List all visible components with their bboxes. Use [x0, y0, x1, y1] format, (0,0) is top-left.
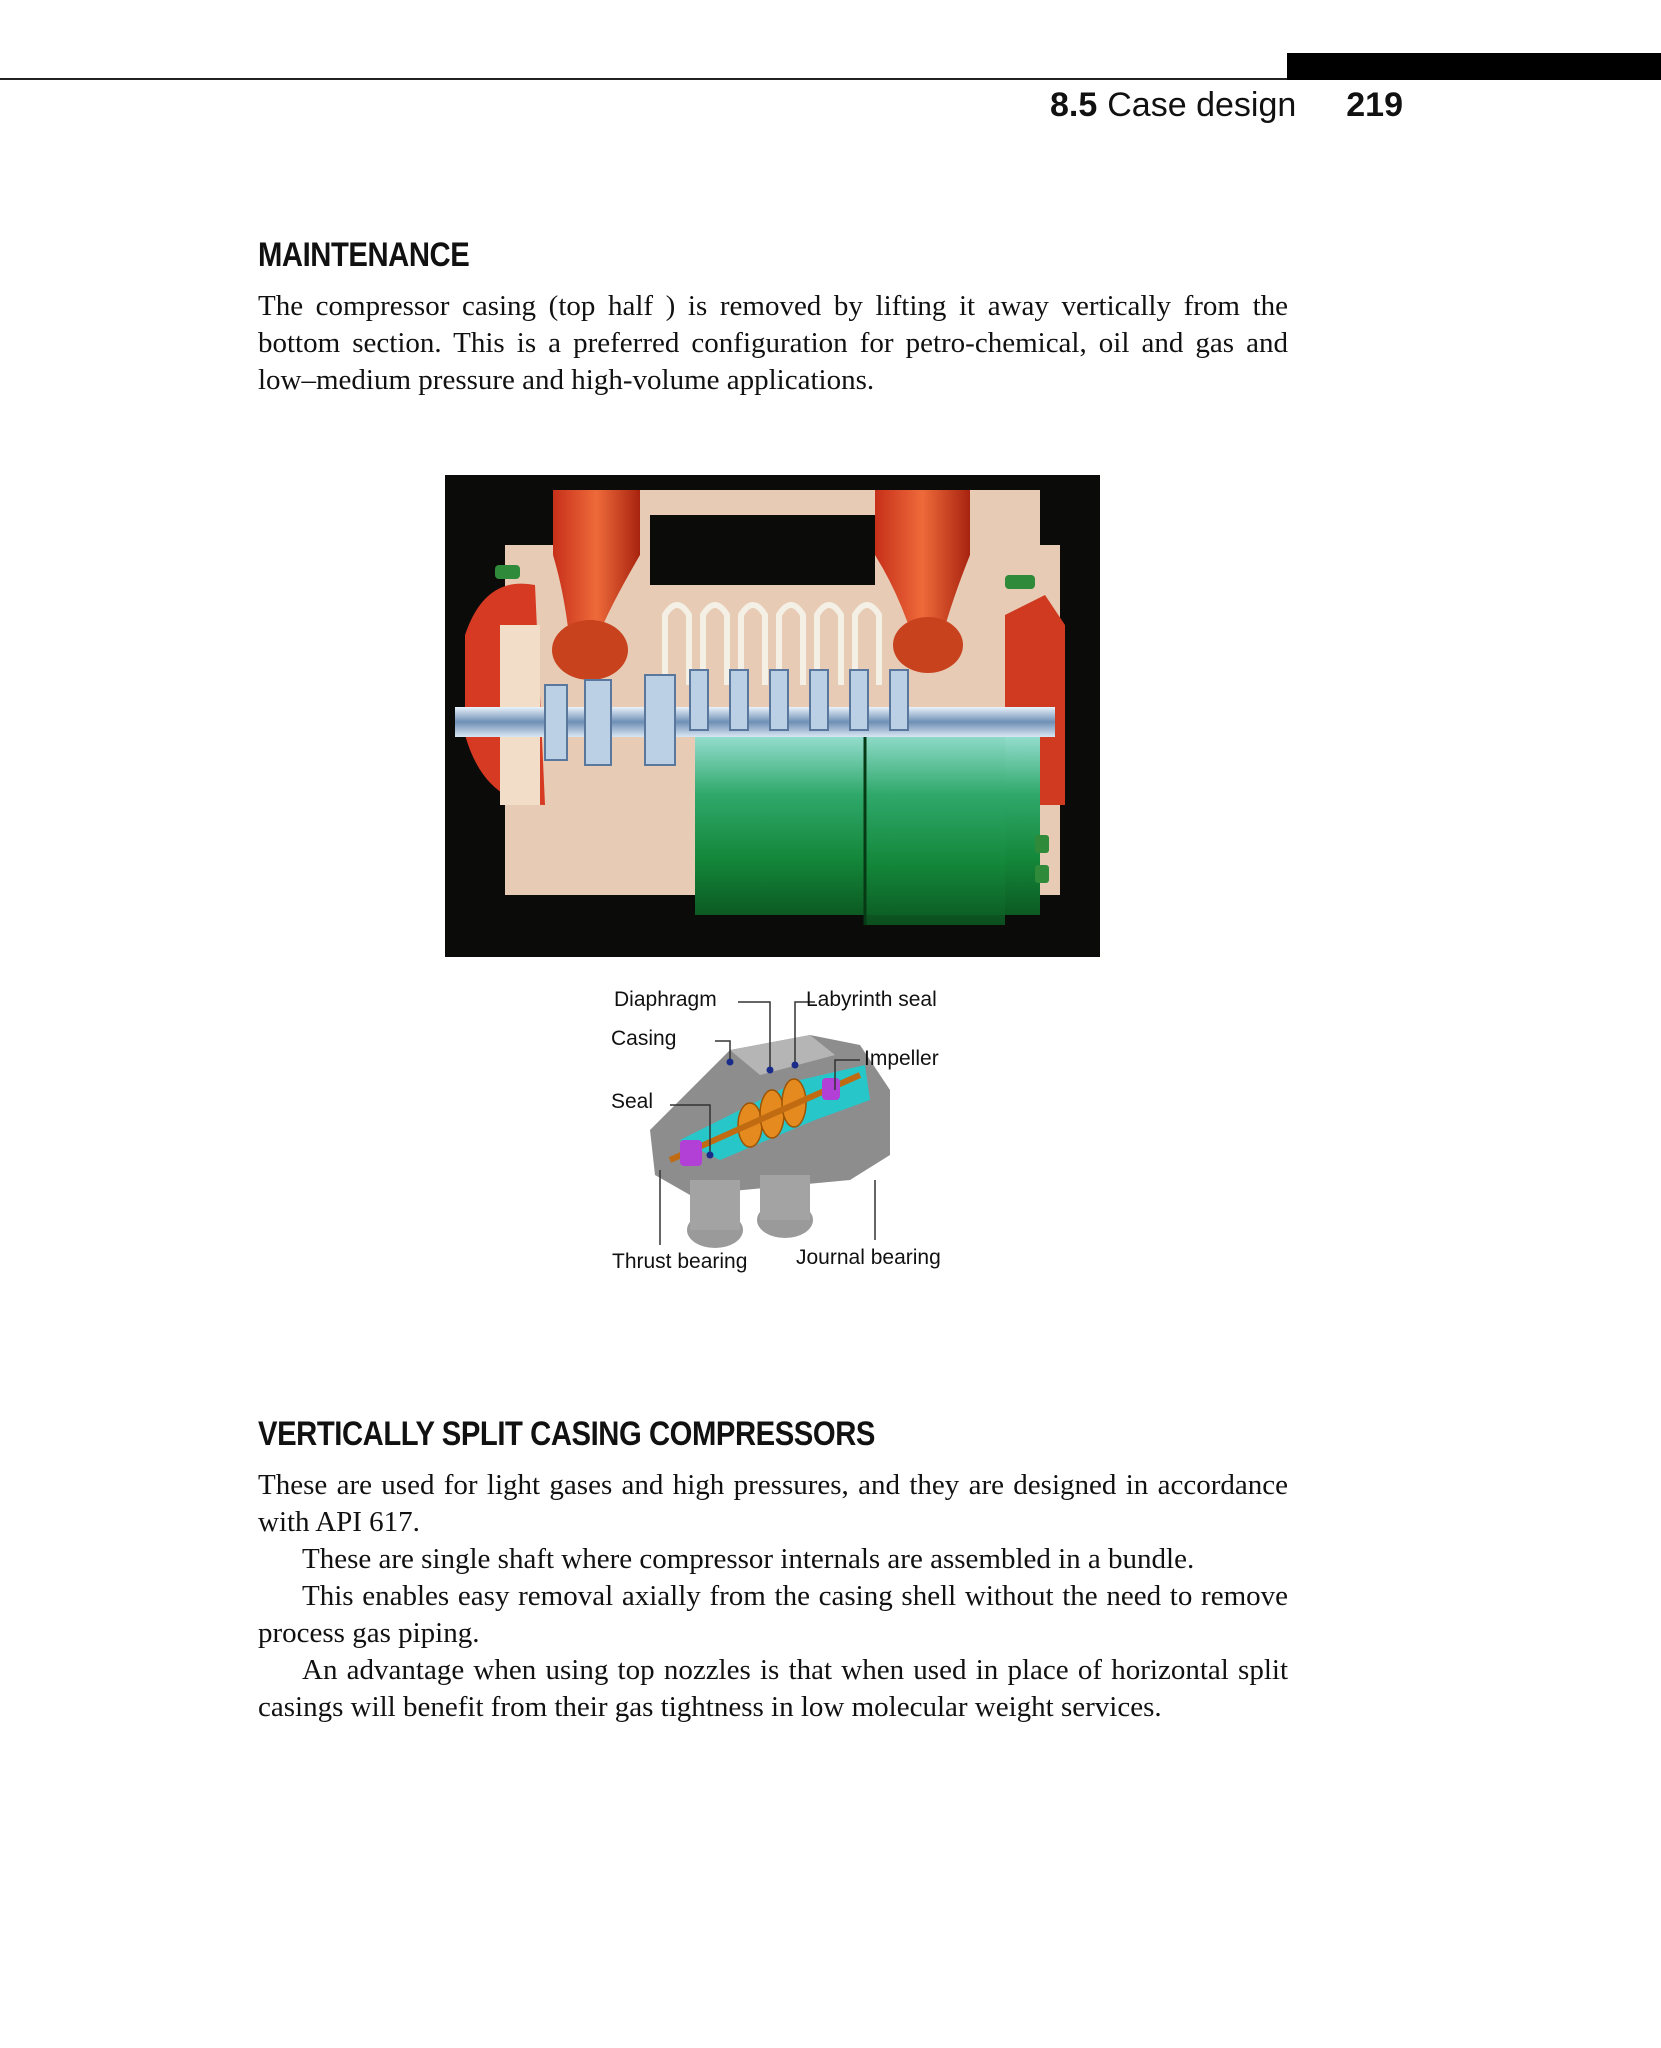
running-head — [1050, 86, 1403, 125]
page-number: 219 — [1346, 86, 1403, 124]
callout-journal-bearing: Journal bearing — [796, 1246, 941, 1269]
callout-diaphragm: Diaphragm — [614, 988, 717, 1011]
callout-casing: Casing — [611, 1027, 677, 1050]
maintenance-heading: MAINTENANCE — [258, 236, 470, 274]
vertical-paragraph-4: An advantage when using top nozzles is that when used in place of horizontal split casings will benefit from their gas tightness in low molecular weight services. — [258, 1654, 1288, 1723]
maintenance-paragraph: The compressor casing (top half ) is removed by lifting it away vertically from the bottom section. This is a preferred configuration for petro-chemical, oil and gas and low–medium pressure and high-volume applications. — [258, 290, 1288, 396]
cutaway-illustration — [600, 980, 960, 1280]
callout-seal: Seal — [611, 1090, 654, 1113]
section-title: Case design — [1107, 86, 1297, 124]
compressor-photo — [445, 475, 1100, 957]
vertical-paragraph-2: These are single shaft where compressor internals are assembled in a bundle. — [302, 1543, 1195, 1575]
callout-thrust-bearing: Thrust bearing — [612, 1250, 748, 1273]
section-number: 8.5 — [1049, 86, 1098, 124]
vertical-paragraph-1: These are used for light gases and high pressures, and they are designed in accordance with API 617. — [258, 1469, 1288, 1538]
callout-impeller: Impeller — [864, 1047, 939, 1070]
vertical-paragraph-3: This enables easy removal axially from the casing shell without the need to remove process gas piping. — [258, 1580, 1288, 1649]
callout-labyrinth-seal: Labyrinth seal — [806, 988, 937, 1011]
vertical-heading: VERTICALLY SPLIT CASING COMPRESSORS — [258, 1415, 875, 1453]
header-bar — [1287, 53, 1661, 80]
